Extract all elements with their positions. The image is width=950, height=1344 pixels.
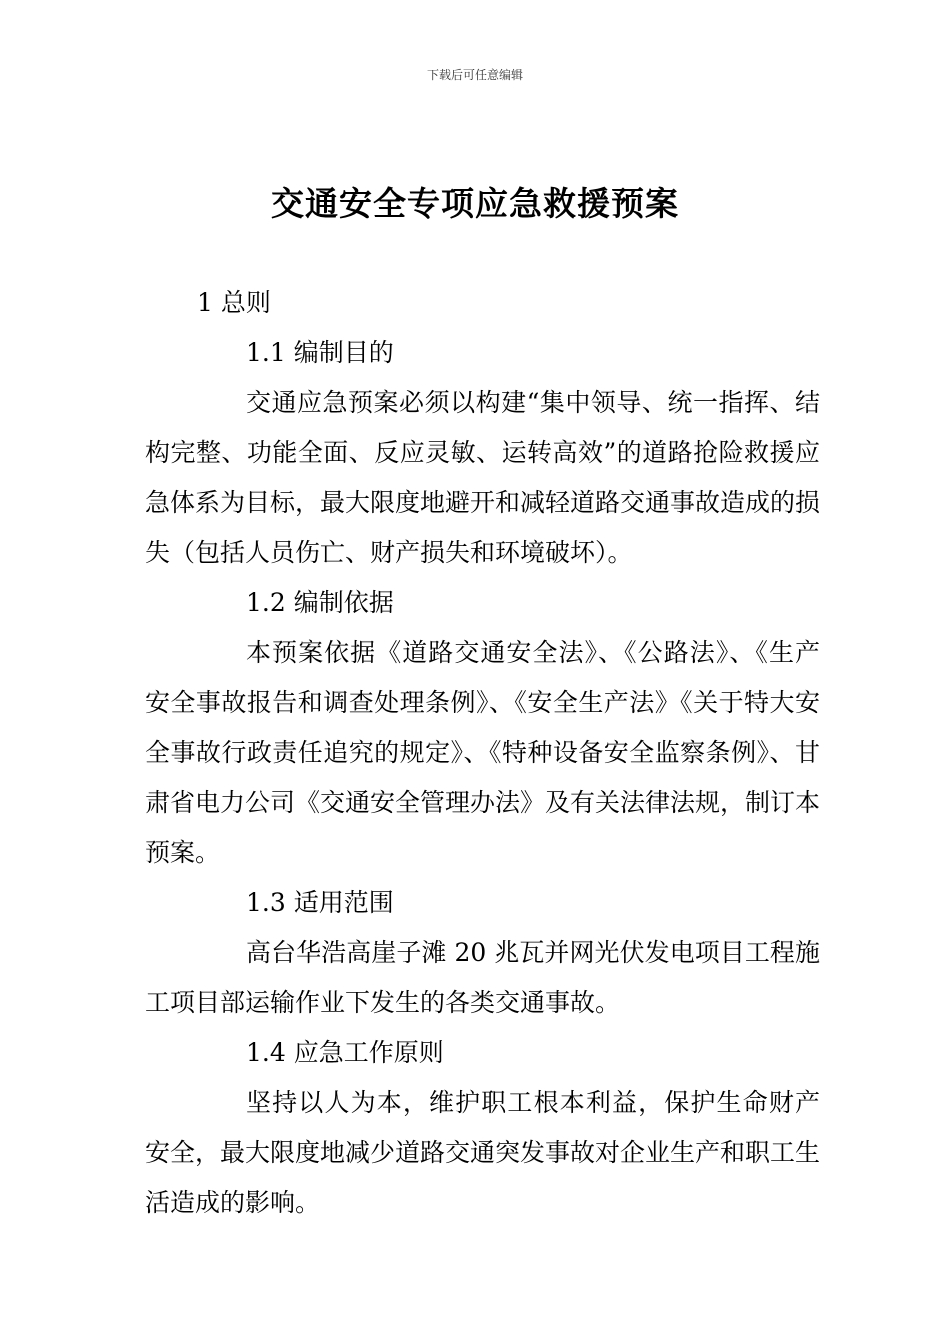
document-body — [145, 278, 820, 1228]
paragraph-scope: 高台华浩高崖子滩 20 兆瓦并网光伏发电项目工程施工项目部运输作业下发生的各类交通事故。 — [145, 938, 820, 1017]
paragraph-basis: 本预案依据《道路交通安全法》、《公路法》、《生产安全事故报告和调查处理条例》、《安全生产法》《关于特大安全事故行政责任追究的规定》、《特种设备安全监察条例》、甘肃省电力公司《交通安全管理办法》及有关法律法规，制订本预案。 — [145, 638, 821, 867]
section-heading-general: 1 总则 — [197, 288, 271, 317]
subsection-heading-principles: 1.4 应急工作原则 — [246, 1038, 444, 1067]
subsection-heading-scope: 1.3 适用范围 — [246, 888, 394, 917]
paragraph-principles: 坚持以人为本，维护职工根本利益，保护生命财产安全，最大限度地减少道路交通突发事故对企业生产和职工生活造成的影响。 — [145, 1088, 821, 1217]
header-note: 下载后可任意编辑 — [426, 68, 523, 82]
subsection-heading-purpose: 1.1 编制目的 — [246, 338, 394, 367]
document-title: 交通安全专项应急救援预案 — [271, 184, 679, 223]
subsection-heading-basis: 1.2 编制依据 — [246, 588, 394, 617]
paragraph-purpose: 交通应急预案必须以构建“集中领导、统一指挥、结构完整、功能全面、反应灵敏、运转高效”的道路抢险救援应急体系为目标，最大限度地避开和减轻道路交通事故造成的损失（包括人员伤亡、财产损失和环境破坏）。 — [145, 388, 821, 567]
